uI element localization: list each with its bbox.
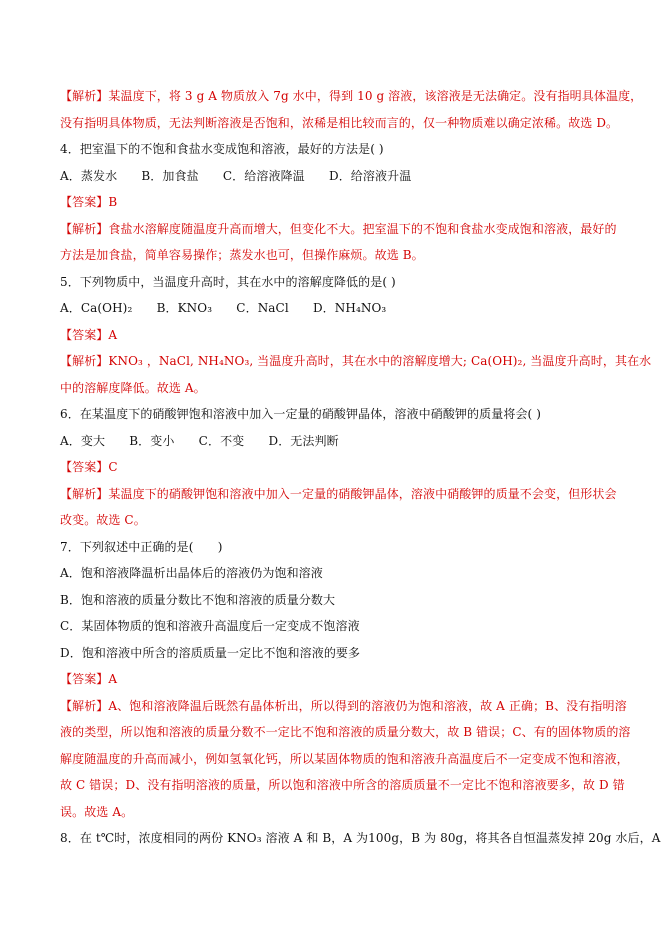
question-text-line: A．Ca(OH)₂ B．KNO₃ C．NaCl D．NH₄NO₃ <box>60 301 387 315</box>
answer-text-line: 中的溶解度降低。故选 A。 <box>60 380 206 395</box>
answer-text-line: 【答案】A <box>60 327 118 342</box>
answer-text-line: 液的类型，所以饱和溶液的质量分数不一定比不饱和溶液的质量分数大，故 B 错误；C、有的固体物质的溶 <box>60 725 631 739</box>
question-text-line: 5．下列物质中，当温度升高时，其在水中的溶解度降低的是( ) <box>60 274 396 289</box>
answer-text-line: 改变。故选 C。 <box>60 513 146 527</box>
question-text-line: B．饱和溶液的质量分数比不饱和溶液的质量分数大 <box>60 592 336 607</box>
question-text-line: 7．下列叙述中正确的是( ) <box>60 539 223 554</box>
question-text-line: 6．在某温度下的硝酸钾饱和溶液中加入一定量的硝酸钾晶体，溶液中硝酸钾的质量将会( ) <box>60 407 542 421</box>
answer-text-line: 【解析】某温度下，将 3 g A 物质放入 7g 水中，得到 10 g 溶液，该溶液是无法确定。没有指明具体温度， <box>60 89 643 103</box>
answer-text-line: 解度随温度的升高而减小，例如氢氧化钙，所以某固体物质的饱和溶液升高温度后不一定变成不饱和溶液， <box>60 751 629 766</box>
answer-text-line: 【答案】A <box>60 672 118 686</box>
answer-text-line: 【解析】某温度下的硝酸钾饱和溶液中加入一定量的硝酸钾晶体，溶液中硝酸钾的质量不会变，但形状会 <box>60 486 617 501</box>
answer-text-line: 方法是加食盐，简单容易操作；蒸发水也可，但操作麻烦。故选 B。 <box>60 248 424 262</box>
question-text-line: 8．在 t℃时，浓度相同的两份 KNO₃ 溶液 A 和 B，A 为100g，B 为 80g，将其各自恒温蒸发掉 20g 水后，A <box>60 831 661 845</box>
question-text-line: 4．把室温下的不饱和食盐水变成饱和溶液，最好的方法是( ) <box>60 142 384 156</box>
answer-text-line: 【答案】B <box>60 195 118 209</box>
answer-text-line: 【解析】食盐水溶解度随温度升高而增大，但变化不大。把室温下的不饱和食盐水变成饱和溶液，最好的 <box>60 221 617 236</box>
answer-text-line: 没有指明具体物质，无法判断溶液是否饱和，浓稀是相比较而言的，仅一种物质难以确定浓稀。故选 D。 <box>60 115 619 130</box>
answer-text-line: 误。故选 A。 <box>60 804 134 819</box>
question-text-line: D．饱和溶液中所含的溶质质量一定比不饱和溶液的要多 <box>60 645 361 660</box>
answer-text-line: 【答案】C <box>60 460 118 474</box>
answer-text-line: 故 C 错误；D、没有指明溶液的质量，所以饱和溶液中所含的溶质质量不一定比不饱和溶液要多，故 D 错 <box>60 778 625 792</box>
question-text-line: A．饱和溶液降温析出晶体后的溶液仍为饱和溶液 <box>60 566 323 580</box>
answer-text-line: 【解析】KNO₃ ，NaCl, NH₄NO₃, 当温度升高时，其在水中的溶解度增大; Ca(OH)₂, 当温度升高时，其在水 <box>60 354 652 368</box>
document-page <box>60 83 661 852</box>
question-text-line: C．某固体物质的饱和溶液升高温度后一定变成不饱溶液 <box>60 619 360 633</box>
question-text-line: A．变大 B．变小 C．不变 D．无法判断 <box>60 433 339 448</box>
question-text-line: A．蒸发水 B．加食盐 C．给溶液降温 D．给溶液升温 <box>60 168 412 183</box>
answer-text-line: 【解析】A、饱和溶液降温后既然有晶体析出，所以得到的溶液仍为饱和溶液，故 A 正确；B、没有指明溶 <box>60 698 627 713</box>
